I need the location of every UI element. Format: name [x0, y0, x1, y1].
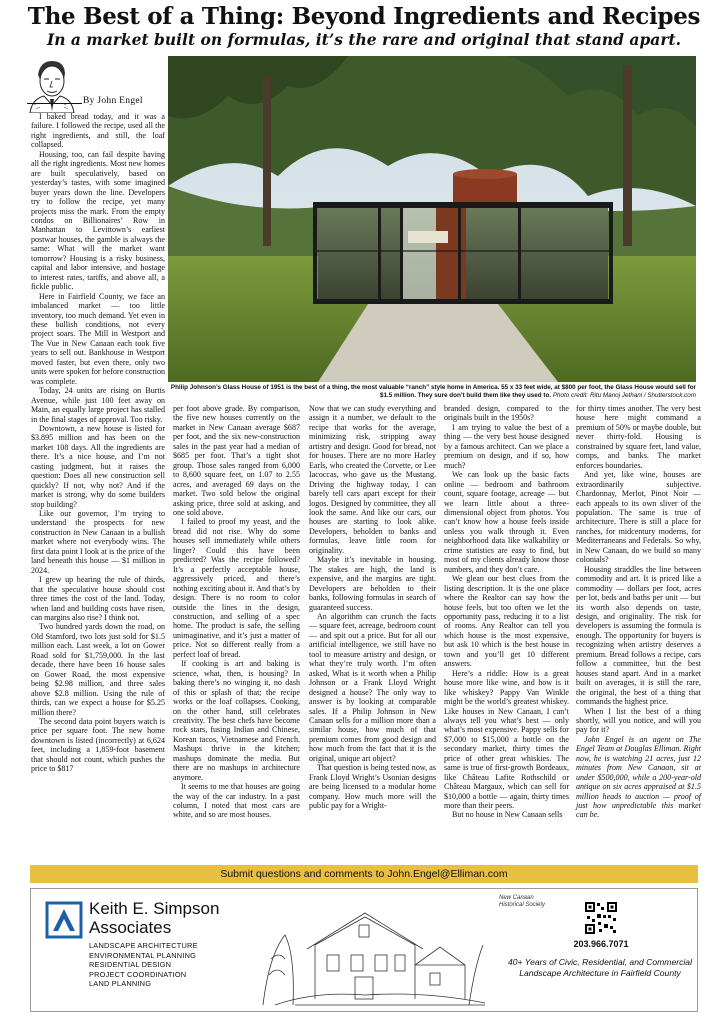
paragraph: It seems to me that houses are going the way of the car industry. In a past column, I noted that most cars are white, and so are most houses.: [173, 782, 300, 820]
paragraph: branded design, compared to the originals built in the 1950s?: [444, 404, 569, 423]
submit-banner: Submit questions and comments to John.Engel@Elliman.com: [30, 865, 698, 883]
paragraph: The second data point buyers watch is price per square foot. The new home downtown is listed (incorrectly) at 6,624 feet, including a 1,859-foot basement that should not count, which pushes the price to $817: [31, 717, 165, 774]
headline: The Best of a Thing: Beyond Ingredients and Recipes: [27, 3, 701, 30]
byline-rule: [27, 103, 82, 104]
paragraph: Like our governor, I’m trying to understand the prospects for new construction in New Canaan in a bullish market where not everybody wins. The first data point I look at is the price of the land beneath this house — $1 million in 2024.: [31, 509, 165, 575]
paragraph: If cooking is art and baking is science, what, then, is housing? In baking there’s no winging it, no dash of this or splash of that; the recipe works or the loaf collapses. Cooking, on the other hand, still celebrates creativity. The best chefs have become rock stars, fusing Indian and Chinese, Korean tacos, Vietnamese and French. Mashups thrive in the kitchen; mashups dominate the media. But there are no mashups in architecture anymore.: [173, 659, 300, 782]
qr-code-icon: [584, 901, 618, 935]
ad-company-name: Keith E. Simpson: [89, 899, 220, 918]
ad-service: LAND PLANNING: [89, 979, 152, 989]
paragraph: Housing, too, can fail despite having all the right ingredients. Most new homes are built speculatively, based on yesterday’s tastes, with some imagined buyer years down the line. Developers try to follow the recipe, yet many projects miss the mark. From the empty condos on Billionaires’ Row in Manhattan to Levittown’s earliest postwar houses, the gamble is always the same: What will the market want tomorrow? Housing is a risky business, capital and labor intensive, and hostage to interest rates, tariffs, and above all, a fickle public.: [31, 149, 165, 292]
paragraph: An algorithm can crunch the facts — square feet, acreage, bedroom count — and spit out a price. But for all our artificial intelligence, we still have no tool to measure artistry and design, or what they’re truly worth. I’m often asked, What is it worth when a Philip Johnson or a Frank Lloyd Wright designed a house? The only way to answer is by looking at comparable sales. If a Philip Johnson in New Canaan sells for a million more than a similar house, how much of that premium comes from good design and how much from the fact that it is the original, unique art object?: [309, 611, 436, 763]
paragraph: per foot above grade. By comparison, the five new houses currently on the market in New Canaan average $687 per foot, and the six new-construction sales in the past year had a median of $685 per foot. That’s a tight shot group. Those sales ranged from 6,000 to 8,600 square feet, on 1.07 to 2.55 acres, and averaged 69 days on the market. Two sold below the original asking price, three sold at asking, and one sold above.: [173, 404, 300, 517]
ad-company-name-line2: Associates: [89, 918, 172, 937]
ad-service: LANDSCAPE ARCHITECTURE: [89, 941, 198, 950]
ad-society-line: Historical Society: [499, 902, 546, 908]
paragraph: And yet, like wine, houses are extraordinarily subjective. Chardonnay, Merlot, Pinot Noir — each appeals to its own sliver of the population. The same is true of architecture. There is still a place for ranches, for midcentury moderns, for Mediterraneans and Federals. So why, in New Canaan, do we build so many colonials?: [576, 470, 701, 565]
byline: [27, 96, 157, 110]
advertisement: [30, 888, 698, 1012]
photo-caption: [168, 384, 696, 400]
photo-credit: Photo credit: Ritu Manoj Jethani / Shutterstock.com: [552, 392, 696, 399]
paragraph: Two hundred yards down the road, on Old Stamford, two lots just sold for $1.5 million each. Last week, a lot on Gower Road sold for $1,759,000. In the last decade, there have been 16 house sales on Gower Road, the most expensive being $2.98 million, and three sales above $2.8 million. Using the rule of thirds, can we expect a house for $5.25 million there?: [31, 622, 165, 717]
ad-services-list: [89, 941, 198, 989]
keith-simpson-logo-icon: [45, 901, 83, 939]
paragraph: We glean our best clues from the listing description. It is the one place where the Realtor can say how the house feels, but too often we let the opportunity pass, reducing it to a list of rooms. Any Realtor can tell you which house is the most expensive, but ask 10 which is the best house in town and you’ll get 10 different answers.: [444, 574, 569, 669]
paragraph: But no house in New Canaan sells: [452, 810, 563, 820]
ad-service: RESIDENTIAL DESIGN: [89, 960, 172, 970]
paragraph: Today, 24 units are rising on Burtis Avenue, while just 100 feet away on Main, an equally large project has stalled in the final stages of approval. Too risky.: [31, 386, 165, 424]
paragraph: That question is being tested now, as Frank Lloyd Wright’s Usonian designs are being licensed to a modular home company. How much more will the public pay for a Wright-: [309, 763, 436, 811]
article-column-1: [31, 112, 165, 774]
ad-historical-society-label: [499, 895, 545, 909]
paragraph: Here’s a riddle: How is a great house more like wine, and how is it like whiskey? Pappy Van Winkle might be the world’s greatest whiskey. Like houses in New Canaan, I can’t always tell you what’s best — only what’s most expensive. Pappy sells for $7,000 to $15,000 a bottle on the secondary market, thirty times the price of other great whiskies. The same is true of first-growth Bordeaux, like Château Lafite Rothschild or Château Margaux, which can sell for $10,000 a bottle — again, thirty times more than their peers.: [444, 668, 569, 811]
paragraph: Housing straddles the line between commodity and art. It is priced like a commodity — dollars per foot, acres per lot, beds and baths per unit — but its worth also depends on taste, design, and originality. The risk for developers is assuming the formula is enough. The opportunity for buyers is recognizing when artistry deserves a premium. Bread follows a recipe, cars follow a committee, but the best houses stand apart. And in a market built on averages, it is still the rare, the original, the best of a thing that commands the highest price.: [576, 564, 701, 707]
ad-service: PROJECT COORDINATION: [89, 969, 187, 979]
article-column-4: [444, 404, 569, 820]
paragraph: Now that we can study everything and assign it a number, we default to the recipe that works for the average, minimizing risk, stripping away artistry and design. Good for bread, not for houses. There are no more Harley Earls, who created the Corvette, or Lee Iacoccas, who gave us the Mustang. Driving the highway today, I can barely tell cars apart except for their logos. Designed by committee, they all look the same. And like our cars, our houses are starting to look alike. Developers, beholden to banks and formulas, leave little room for originality.: [309, 404, 436, 555]
paragraph: When I list the best of a thing shortly, will you notice, and will you pay for it?: [576, 706, 701, 735]
paragraph: Maybe it’s inevitable in housing. The stakes are high, the land is expensive, and the margins are tight. Developers are beholden to their banks, following formulas in search of guaranteed success.: [309, 555, 436, 612]
paragraph: I failed to proof my yeast, and the bread did not rise. Why do some houses sell immediately while others linger? Could this have been predicted? Was the recipe followed? It’s a perfectly acceptable house, aggressively priced, and there’s nothing exciting about it. And that’s by design. There is no room to color outside the lines in the design, construction, and selling of a spec home. The product is safe, the selling unimaginative, and it’s just a matter of price. Not so different really from a perfect loaf of bread.: [173, 517, 300, 659]
paragraph: I baked bread today, and it was a failure. I followed the recipe, used all the right ingredients, and still, the loaf collapsed.: [31, 112, 165, 150]
ad-tagline: 40+ Years of Civic, Residential, and Commercial Landscape Architecture in Fairfield County: [508, 957, 692, 978]
article-column-2: [173, 404, 300, 820]
paragraph: I am trying to value the best of a thing — the very best house designed by a famous architect. Can we place a premium on design, and if so, how much?: [444, 422, 569, 470]
paragraph: We can look up the basic facts online — bedroom and bathroom count, square footage, acreage — but we learn little about a three-dimensional object from photos. You can’t know how a house feels inside unless you walk through it. Even neighborhood data like walkability or crime statistics are easy to find, but most of my clients already know those numbers, and they don’t care.: [444, 470, 569, 574]
paragraph: Here in Fairfield County, we face an imbalanced market — too little inventory, too much demand. Yet even in these bullish conditions, not every project soars. The Mill in Westport and The Vue in New Canaan each took five years to sell out. Bankhouse in Westport moved faster, but even there, only two units were spoken for before construction was complete.: [31, 291, 165, 386]
ad-service: ENVIRONMENTAL PLANNING: [89, 950, 197, 960]
caption-text: Philip Johnson’s Glass House of 1951 is the best of a thing, the most valuable “ranch” style home in America. 55 x 33 feet wide, at $800 per foot, the Glass House would sell for $1.5 million. They sure don’t build them like they used to.: [170, 384, 696, 399]
article-column-5: [576, 404, 701, 820]
paragraph: for thirty times another. The very best house here might command a premium of 50% or maybe double, but never thirty-fold. Housing is constrained by square feet, land value, comps, and banks. The market enforces boundaries.: [576, 404, 701, 470]
ad-phone-number: 203.966.7071: [573, 939, 629, 949]
glass-house-photo: [168, 56, 696, 382]
author-bio: John Engel is an agent on The Engel Team at Douglas Elliman. Right now, he is watching 21 acres, just 12 minutes from New Canaan, sit at under $500,000, while a 200-year-old antique on six acres appraised at $1.5 million heads to auction — proof of just how unpredictable this market can be.: [576, 734, 701, 820]
historic-building-sketch: [255, 895, 491, 1009]
byline-text: By John Engel: [83, 96, 143, 106]
ad-society-line: New Canaan: [499, 895, 534, 901]
paragraph: I grew up hearing the rule of thirds, that the speculative house should cost three times the cost of the land. Today, when land and building costs have risen, can margins also rise? I think not.: [31, 575, 165, 623]
subheadline: In a market built on formulas, it’s the rare and original that stand apart.: [46, 30, 682, 49]
article-column-3: [309, 404, 436, 810]
paragraph: Downtown, a new house is listed for $3.895 million and has been on the market 108 days. All the ingredients are there. It’s a nice house, and I’m not casting judgment, but it raises the question: Does all new construction sell quickly? If not, why not? And if the market is strong, why do some builders stop building?: [31, 423, 165, 509]
